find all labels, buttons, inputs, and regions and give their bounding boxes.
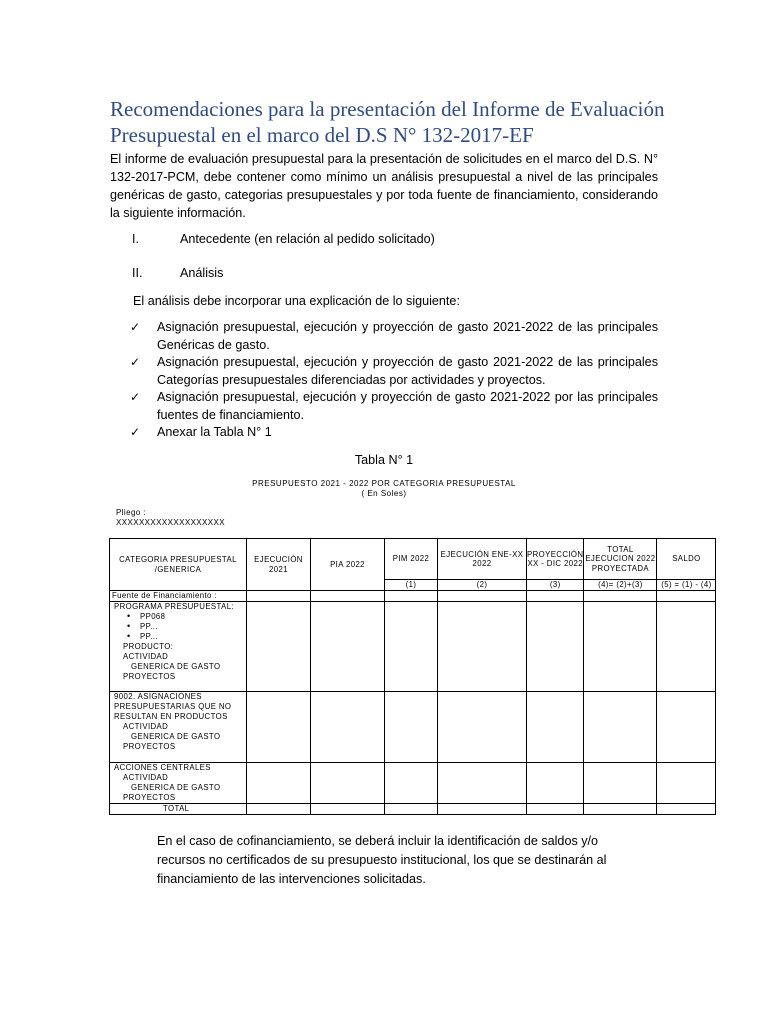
actividad-label: ACTIVIDAD (123, 652, 169, 661)
producto-label: PRODUCTO: (123, 642, 174, 651)
acciones-cell (110, 763, 247, 804)
header-saldo: SALDO (657, 539, 716, 580)
analysis-intro: El análisis debe incorporar una explicación de lo siguiente: (133, 294, 460, 308)
header-pim-2022: PIM 2022 (385, 539, 438, 580)
section-number: I. (132, 232, 139, 246)
programa-item: • PP068 (114, 612, 246, 622)
checkmark-icon: ✓ (130, 425, 141, 439)
asignaciones-title: 9002. ASIGNACIONES PRESUPUESTARIAS QUE NO RESULTAN EN PRODUCTOS (114, 692, 232, 721)
code-ejecucion-ene: (2) (438, 580, 527, 591)
header-proyeccion: PROYECCIÓN XX - DIC 2022 (527, 539, 584, 580)
list-item: ✓ Asignación presupuestal, ejecución y proyección de gasto 2021-2022 de las principales Genéricas de gasto. (130, 320, 658, 352)
acciones-title: ACCIONES CENTRALES (114, 763, 211, 772)
header-total-ejecucion: TOTAL EJECUCION 2022 PROYECTADA (584, 539, 657, 580)
document-title (110, 96, 670, 148)
list-item: ✓ Anexar la Tabla N° 1 (130, 424, 658, 442)
table-total-row (110, 804, 716, 815)
section-analisis (132, 264, 632, 282)
generica-label: GENERICA DE GASTO (131, 783, 221, 792)
actividad-label: ACTIVIDAD (123, 722, 169, 731)
table-subtitle: PRESUPUESTO 2021 - 2022 POR CATEGORIA PRESUPUESTAL (252, 479, 516, 488)
generica-label: GENERICA DE GASTO (131, 662, 221, 671)
table-row (110, 591, 716, 602)
code-pim: (1) (385, 580, 438, 591)
table-title: Tabla N° 1 (354, 453, 414, 467)
list-item: ✓ Asignación presupuestal, ejecución y proyección de gasto 2021-2022 de las principales Categorías presupuestales diferenciadas por actividades y proyectos. (130, 355, 658, 387)
closing-paragraph (157, 832, 657, 889)
pliego-block (116, 508, 225, 528)
programa-title: PROGRAMA PRESUPUESTAL: (114, 602, 235, 611)
table-row (110, 692, 716, 763)
section-label: Análisis (180, 266, 224, 280)
programa-item: • PP... (114, 622, 246, 632)
pliego-label: Pliego : (116, 508, 146, 517)
title-line-1: Recomendaciones para la presentación del Informe de Evaluación (110, 97, 665, 121)
intro-paragraph: El informe de evaluación presupuestal para la presentación de solicitudes en el marco del D.S. N° 132-2017-PCM, debe contener como mínimo un análisis presupuestal a nivel de las principales genéricas de gasto, categorias presupuestales y por toda fuente de financiamiento, considerando la siguiente información. (110, 152, 658, 220)
list-item: ✓ Asignación presupuestal, ejecución y proyección de gasto 2021-2022 por las principales fuentes de financiamiento. (130, 390, 658, 422)
section-number: II. (132, 266, 143, 280)
header-pia-2022: PIA 2022 (311, 539, 385, 591)
header-ejecucion-2021: EJECUCIÓN 2021 (247, 539, 311, 591)
table-row (110, 763, 716, 804)
header-categoria: CATEGORIA PRESUPUESTAL /GENERICA (110, 539, 247, 591)
proyectos-label: PROYECTOS (123, 742, 176, 751)
generica-label: GENERICA DE GASTO (131, 732, 221, 741)
closing-line-2: recursos no certificados de su presupuesto institucional, los que se destinarán al (157, 853, 607, 867)
code-total: (4)= (2)+(3) (584, 580, 657, 591)
bullet-list (130, 319, 658, 442)
section-label: Antecedente (en relación al pedido solicitado) (180, 232, 435, 246)
table-header-row (110, 539, 716, 580)
header-ejecucion-ene: EJECUCIÓN ENE-XX 2022 (438, 539, 527, 580)
code-proyeccion: (3) (527, 580, 584, 591)
proyectos-label: PROYECTOS (123, 793, 176, 802)
closing-line-3: financiamiento de las intervenciones solicitadas. (157, 872, 426, 886)
pliego-value: XXXXXXXXXXXXXXXXXXX (116, 518, 225, 527)
code-saldo: (5) = (1) - (4) (657, 580, 716, 591)
table-units: ( En Soles) (361, 489, 407, 498)
proyectos-label: PROYECTOS (123, 672, 176, 681)
checkmark-icon: ✓ (130, 320, 141, 334)
total-label: TOTAL (110, 804, 247, 815)
actividad-label: ACTIVIDAD (123, 773, 169, 782)
section-antecedente (132, 230, 632, 248)
programa-cell (110, 602, 247, 692)
checkmark-icon: ✓ (130, 355, 141, 369)
programa-item: • PP... (114, 632, 246, 642)
asignaciones-cell (110, 692, 247, 763)
fuente-label: Fuente de Financiamiento : (110, 591, 247, 602)
checkmark-icon: ✓ (130, 390, 141, 404)
table-row (110, 602, 716, 692)
closing-line-1: En el caso de cofinanciamiento, se deberá incluir la identificación de saldos y/o (157, 834, 599, 848)
title-line-2: Presupuestal en el marco del D.S N° 132-2017-EF (110, 123, 534, 147)
budget-table (109, 538, 716, 815)
